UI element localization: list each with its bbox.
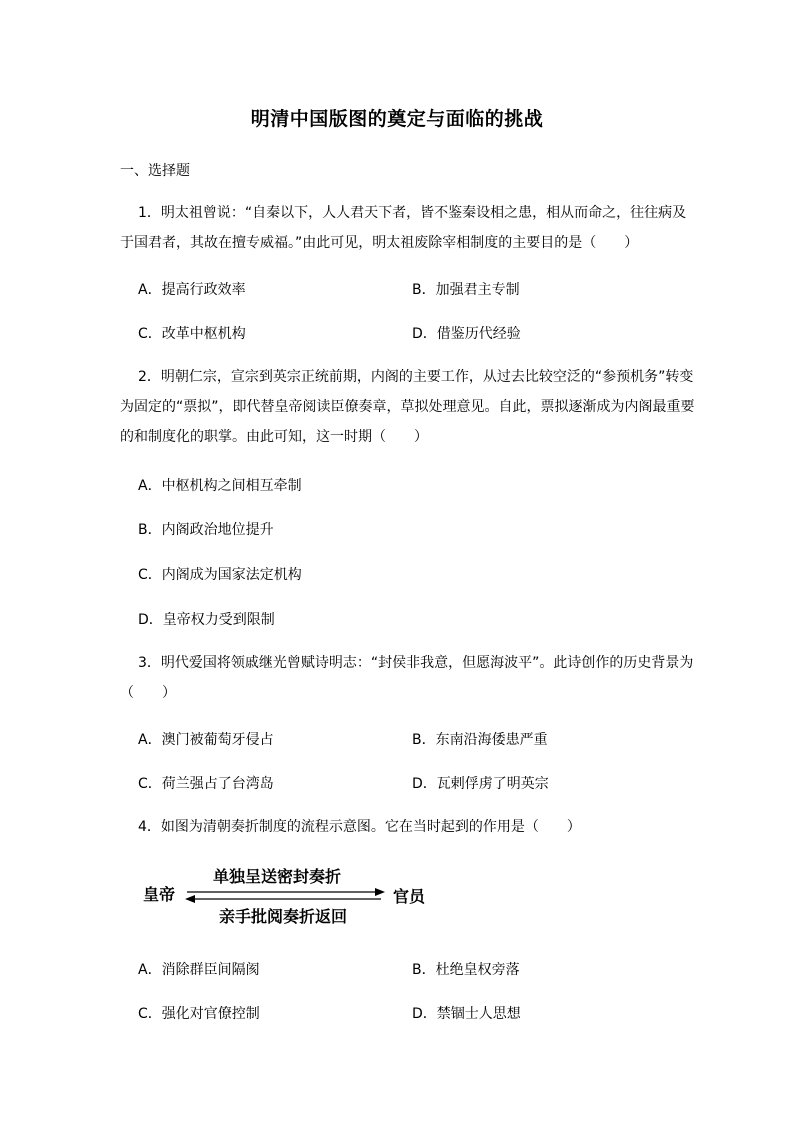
left-arrow-head	[185, 895, 195, 903]
diagram-top-text: 单独呈送密封奏折	[213, 867, 342, 886]
question-2-option-a[interactable]: A．中枢机构之间相互牵制	[138, 478, 302, 494]
memorial-flow-diagram	[135, 858, 435, 930]
question-1-stem: 1．明太祖曾说：“自秦以下，人人君天下者，皆不鉴秦设相之患，相从而命之，往往病及于国君者，其故在擅专威福。”由此可见，明太祖废除宰相制度的主要目的是（ ）	[120, 205, 687, 251]
question-3-option-a[interactable]: A．澳门被葡萄牙侵占	[138, 732, 274, 748]
question-4-stem: 4．如图为清朝奏折制度的流程示意图。它在当时起到的作用是（ ）	[138, 819, 581, 835]
page-title: 明清中国版图的奠定与面临的挑战	[250, 108, 544, 130]
question-1-option-a[interactable]: A．提高行政效率	[138, 282, 246, 298]
question-3-stem: 3．明代爱国将领戚继光曾赋诗明志：“封侯非我意，但愿海波平”。此诗创作的历史背景为（ ）	[120, 655, 694, 701]
question-2-stem: 2．明朝仁宗，宣宗到英宗正统前期，内阁的主要工作，从过去比较空泛的“参预机务”转变为固定的“票拟”，即代替皇帝阅读臣僚奏章，草拟处理意见。自此，票拟逐渐成为内阁最重要的和制度化的职掌。由此可知，这一时期（ ）	[120, 369, 695, 445]
question-2-option-b[interactable]: B．内阁政治地位提升	[138, 522, 274, 538]
question-4-option-c[interactable]: C．强化对官僚控制	[138, 1006, 260, 1022]
diagram-bottom-text: 亲手批阅奏折返回	[219, 907, 348, 926]
question-4-option-b[interactable]: B．杜绝皇权旁落	[412, 962, 520, 978]
question-3-option-d[interactable]: D．瓦剌俘虏了明英宗	[412, 776, 549, 792]
right-arrow-head	[375, 888, 385, 896]
question-1-option-b[interactable]: B．加强君主专制	[412, 282, 520, 298]
question-3-option-b[interactable]: B．东南沿海倭患严重	[412, 732, 548, 748]
question-1-option-d[interactable]: D．借鉴历代经验	[412, 326, 521, 342]
diagram-official-label: 官员	[393, 887, 426, 906]
question-4-option-d[interactable]: D．禁锢士人思想	[412, 1006, 521, 1022]
section-heading: 一、选择题	[120, 163, 190, 179]
question-4-option-a[interactable]: A．消除群臣间隔阂	[138, 962, 260, 978]
diagram-emperor-label: 皇帝	[143, 885, 176, 904]
question-3-option-c[interactable]: C．荷兰强占了台湾岛	[138, 776, 274, 792]
question-1-option-c[interactable]: C．改革中枢机构	[138, 326, 246, 342]
question-2-option-d[interactable]: D．皇帝权力受到限制	[138, 612, 275, 628]
question-2-option-c[interactable]: C．内阁成为国家法定机构	[138, 567, 302, 583]
